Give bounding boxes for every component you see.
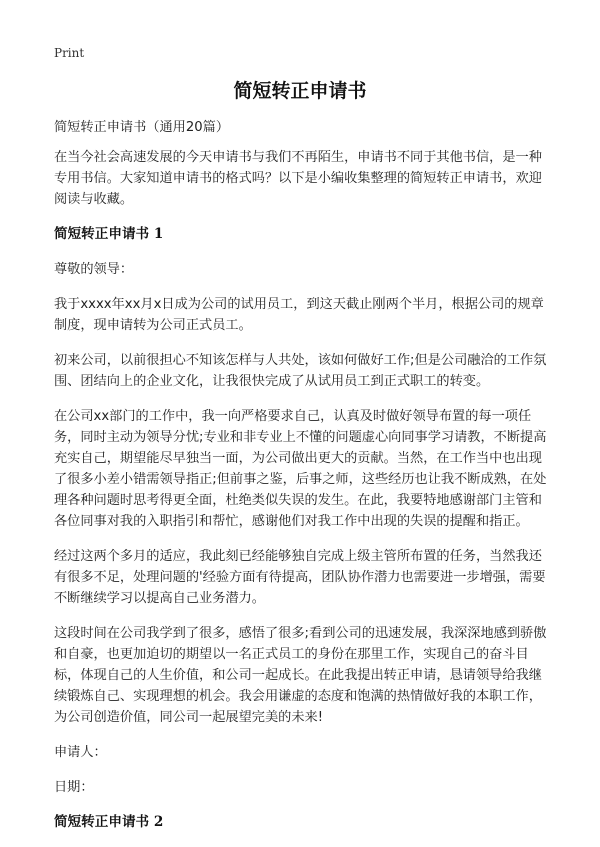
section-heading-1-text: 简短转正申请书	[54, 226, 150, 242]
section-heading-2-text: 简短转正申请书	[54, 814, 150, 830]
body-paragraph-3: 在公司xx部门的工作中，我一向严格要求自己，认真及时做好领导布置的每一项任务，同时主动为领导分忧;专业和非专业上不懂的问题虚心向同事学习请教，不断提高充实自己，期望能尽早独当一面，为公司做出更大的贡献。当然，在工作当中也出现了很多小差小错需领导指正;但前事之鉴，后事之师，这些经历也让我不断成熟，在处理各种问题时思考得更全面，杜绝类似失误的发生。在此，我要特地感谢部门主管和各位同事对我的入职指引和帮忙，感谢他们对我工作中出现的失误的提醒和指正。	[54, 409, 547, 529]
intro-paragraph: 在当今社会高速发展的今天申请书与我们不再陌生，申请书不同于其他书信，是一种专用书信。大家知道申请书的格式吗？以下是小编收集整理的简短转正申请书，欢迎阅读与收藏。	[54, 150, 542, 207]
body-paragraph-2: 初来公司，以前很担心不知该怎样与人共处，该如何做好工作;但是公司融洽的工作氛围、团结向上的企业文化，让我很快完成了从试用员工到正式职工的转变。	[54, 353, 547, 389]
date-label: 日期：	[54, 780, 94, 795]
page-title: 简短转正申请书	[233, 80, 367, 102]
document-subtitle: 简短转正申请书（通用20篇）	[54, 120, 230, 135]
applicant-label: 申请人：	[54, 745, 107, 760]
section-heading-1	[54, 224, 550, 245]
print-link[interactable]: Print	[54, 46, 85, 60]
document-body	[54, 117, 550, 847]
body-paragraph-5: 这段时间在公司我学到了很多，感悟了很多;看到公司的迅速发展，我深深地感到骄傲和自豪，也更加迫切的期望以一名正式员工的身份在那里工作，实现自己的奋斗目标，体现自己的人生价值，和公司一起成长。在此我提出转正申请，恳请领导给我继续锻炼自己、实现理想的机会。我会用谦虚的态度和饱满的热情做好我的本职工作，为公司创造价值，同公司一起展望完美的未来!	[54, 626, 547, 725]
body-paragraph-4: 经过这两个多月的适应，我此刻已经能够独自完成上级主管所布置的任务，当然我还有很多不足，处理问题的'经验方面有待提高，团队协作潜力也需要进一步增强，需要不断继续学习以提高自己业务潜力。	[54, 549, 546, 606]
section-heading-2	[54, 812, 550, 833]
section-heading-2-number: 2	[153, 814, 164, 830]
body-paragraph-1: 我于xxxx年xx月x日成为公司的试用员工，到这天截止刚两个半月，根据公司的规章制度，现申请转为公司正式员工。	[54, 297, 544, 333]
salutation: 尊敬的领导：	[54, 262, 134, 277]
section-heading-1-number: 1	[153, 226, 164, 242]
